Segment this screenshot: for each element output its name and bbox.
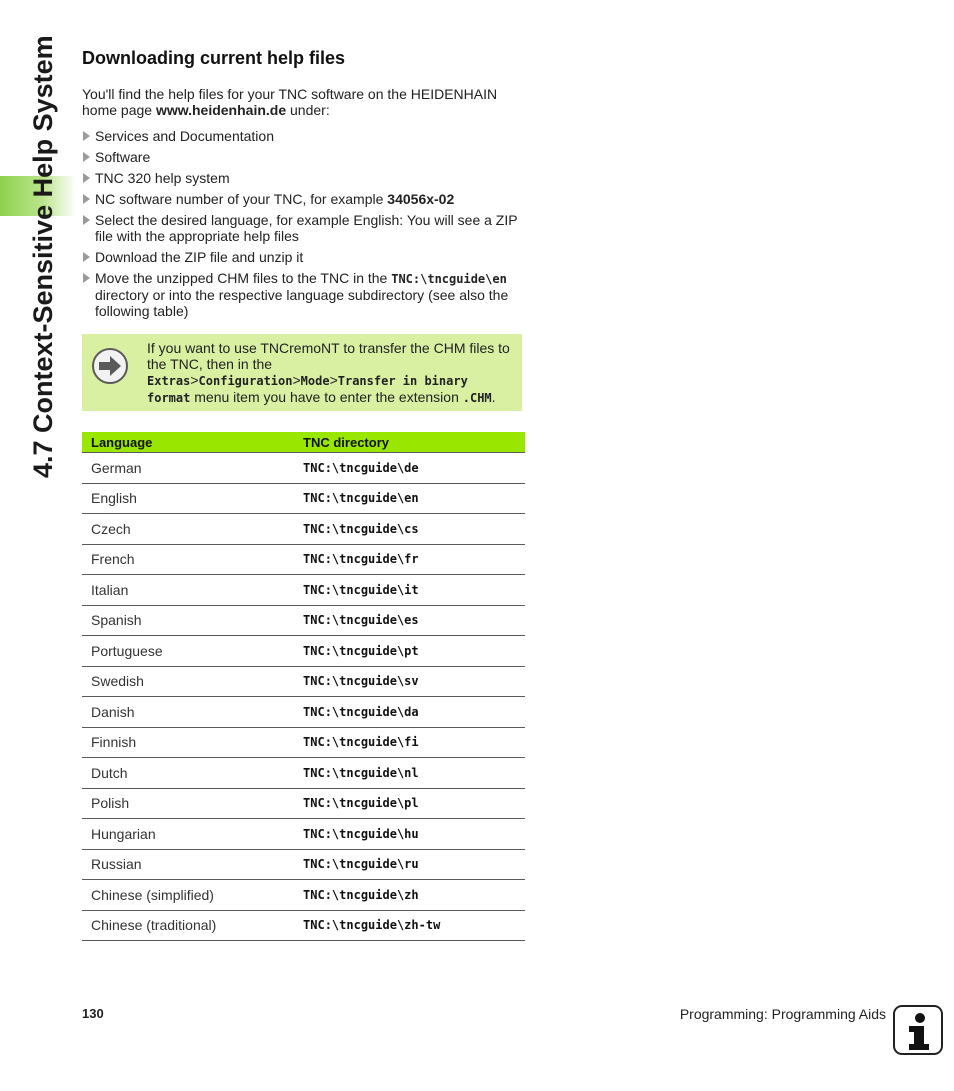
- cell-directory: TNC:\tncguide\ru: [294, 849, 525, 880]
- cell-language: Chinese (simplified): [82, 880, 294, 911]
- table-header-row: [82, 432, 525, 453]
- table-row: [82, 514, 525, 545]
- table-row: [82, 819, 525, 850]
- table-row: [82, 666, 525, 697]
- bullet-arrow-icon: [83, 131, 90, 141]
- table-row: [82, 880, 525, 911]
- cell-language: Hungarian: [82, 819, 294, 850]
- cell-directory: TNC:\tncguide\es: [294, 605, 525, 636]
- cell-language: Czech: [82, 514, 294, 545]
- chapter-title: 4.7 Context-Sensitive Help System: [28, 35, 58, 478]
- cell-directory: TNC:\tncguide\zh-tw: [294, 910, 525, 941]
- note-text-part: .: [491, 389, 496, 405]
- table-row: [82, 697, 525, 728]
- table-row: [82, 849, 525, 880]
- cell-directory: TNC:\tncguide\fi: [294, 727, 525, 758]
- cell-language: Danish: [82, 697, 294, 728]
- page-number: 130: [82, 1006, 104, 1021]
- header-tnc-directory: TNC directory: [294, 432, 525, 453]
- bullet-arrow-icon: [83, 152, 90, 162]
- step-item: [82, 191, 524, 207]
- menu-transfer-binary: Transfer in binary format: [147, 374, 468, 405]
- bullet-arrow-icon: [83, 273, 90, 283]
- menu-separator: >: [190, 372, 199, 388]
- note-text: [147, 340, 515, 406]
- cell-directory: TNC:\tncguide\de: [294, 453, 525, 484]
- table-row: [82, 758, 525, 789]
- table-row: [82, 910, 525, 941]
- table-row: [82, 605, 525, 636]
- cell-directory: TNC:\tncguide\fr: [294, 544, 525, 575]
- footer-section-title: Programming: Programming Aids: [679, 1006, 886, 1022]
- note-box: [82, 334, 522, 411]
- step-code-path: TNC:\tncguide\en: [391, 272, 507, 286]
- cell-language: Chinese (traditional): [82, 910, 294, 941]
- table-row: [82, 575, 525, 606]
- cell-language: Portuguese: [82, 636, 294, 667]
- header-language: Language: [82, 432, 294, 453]
- cell-directory: TNC:\tncguide\en: [294, 483, 525, 514]
- step-text: Move the unzipped CHM files to the TNC in the: [95, 270, 392, 286]
- menu-separator: >: [292, 372, 301, 388]
- cell-language: Italian: [82, 575, 294, 606]
- step-text: Services and Documentation: [95, 128, 274, 144]
- steps-list: [82, 128, 524, 324]
- note-text-part: If you want to use TNCremoNT to transfer the CHM files to the TNC, then in the: [147, 340, 510, 372]
- step-item: [82, 128, 524, 144]
- cell-directory: TNC:\tncguide\pt: [294, 636, 525, 667]
- menu-separator: >: [329, 372, 338, 388]
- cell-language: Russian: [82, 849, 294, 880]
- intro-paragraph: [82, 86, 522, 118]
- table-row: [82, 453, 525, 484]
- intro-text-after: under:: [286, 102, 330, 118]
- step-text: Download the ZIP file and unzip it: [95, 249, 304, 265]
- step-text: Select the desired language, for example English: You will see a ZIP file with the appropriate help files: [95, 212, 518, 244]
- step-item: [82, 249, 524, 265]
- step-item: [82, 212, 524, 244]
- section-heading: Downloading current help files: [82, 48, 346, 68]
- cell-language: Finnish: [82, 727, 294, 758]
- cell-language: Dutch: [82, 758, 294, 789]
- cell-directory: TNC:\tncguide\nl: [294, 758, 525, 789]
- table-row: [82, 727, 525, 758]
- bullet-arrow-icon: [83, 173, 90, 183]
- step-text: TNC 320 help system: [95, 170, 230, 186]
- arrow-right-icon: [92, 348, 128, 384]
- intro-text-before: You'll find the help files for your TNC software on the HEIDENHAIN home page: [82, 86, 498, 118]
- intro-url: www.heidenhain.de: [155, 102, 287, 118]
- step-text: NC software number of your TNC, for example: [95, 191, 388, 207]
- cell-directory: TNC:\tncguide\it: [294, 575, 525, 606]
- cell-language: English: [82, 483, 294, 514]
- info-icon: [893, 1005, 943, 1055]
- step-item: [82, 170, 524, 186]
- cell-directory: TNC:\tncguide\cs: [294, 514, 525, 545]
- step-text-after: directory or into the respective language subdirectory (see also the following table): [95, 287, 509, 319]
- menu-extras: Extras: [147, 374, 191, 388]
- table-row: [82, 483, 525, 514]
- cell-language: Polish: [82, 788, 294, 819]
- note-text-part: menu item you have to enter the extension: [190, 389, 463, 405]
- step-text: Software: [95, 149, 151, 165]
- bullet-arrow-icon: [83, 215, 90, 225]
- cell-directory: TNC:\tncguide\da: [294, 697, 525, 728]
- step-item: [82, 149, 524, 165]
- cell-language: Spanish: [82, 605, 294, 636]
- cell-directory: TNC:\tncguide\hu: [294, 819, 525, 850]
- language-directory-table: [82, 432, 525, 941]
- cell-directory: TNC:\tncguide\pl: [294, 788, 525, 819]
- bullet-arrow-icon: [83, 252, 90, 262]
- table-row: [82, 544, 525, 575]
- step-example-number: 34056x-02: [387, 191, 455, 207]
- bullet-arrow-icon: [83, 194, 90, 204]
- step-item: [82, 270, 524, 319]
- extension-chm: .CHM: [462, 391, 492, 405]
- menu-mode: Mode: [300, 374, 330, 388]
- cell-language: French: [82, 544, 294, 575]
- cell-directory: TNC:\tncguide\zh: [294, 880, 525, 911]
- cell-language: German: [82, 453, 294, 484]
- menu-configuration: Configuration: [198, 374, 293, 388]
- cell-directory: TNC:\tncguide\sv: [294, 666, 525, 697]
- cell-language: Swedish: [82, 666, 294, 697]
- table-row: [82, 788, 525, 819]
- table-row: [82, 636, 525, 667]
